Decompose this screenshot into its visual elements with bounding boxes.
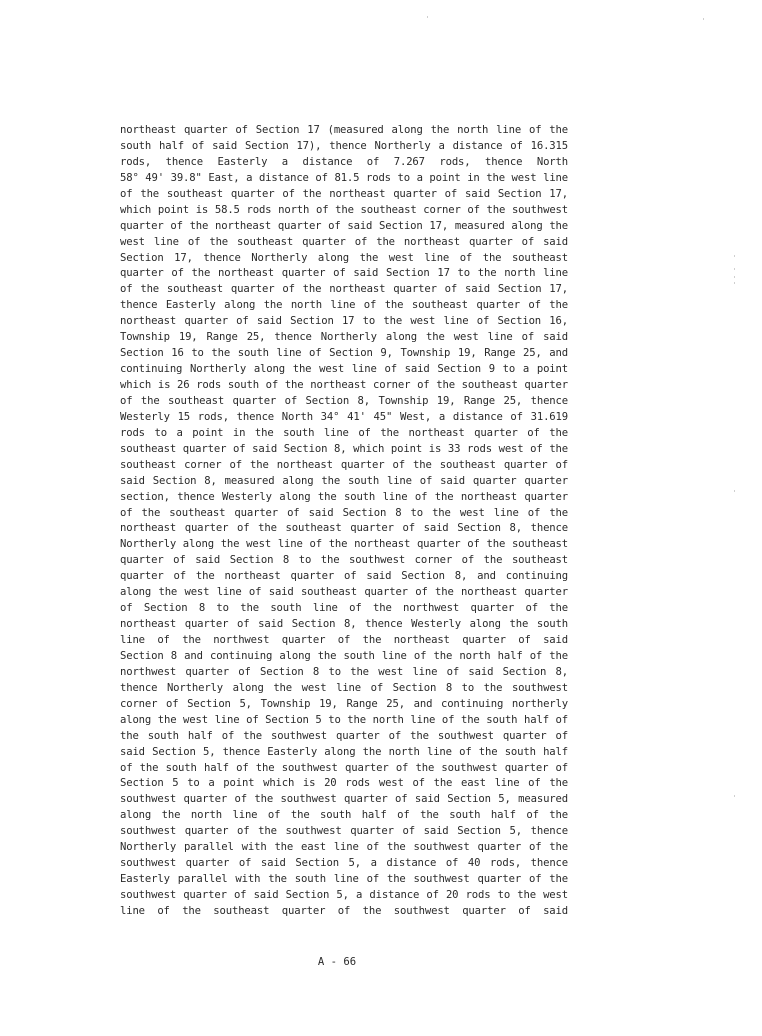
scan-artifact — [427, 16, 428, 18]
text-line: southeast quarter of said Section 8, which point is 33 rods west of the — [120, 442, 568, 455]
text-line: southwest quarter of said Section 5, a distance of 20 rods to the west — [120, 889, 568, 901]
scan-artifact — [703, 18, 704, 20]
text-line: which point is 58.5 rods north of the southeast corner of the southwest — [120, 203, 568, 216]
text-line: line of the southeast quarter of the southwest quarter of said — [120, 904, 568, 917]
page-number: A - 66 — [317, 956, 357, 968]
text-line: Northerly parallel with the east line of the southwest quarter of the — [120, 841, 568, 854]
text-line: of Section 8 to the south line of the northwest quarter of the — [120, 602, 568, 615]
text-line: line of the northwest quarter of the northeast quarter of said — [120, 634, 568, 646]
text-line: northeast quarter of the southeast quarter of said Section 8, thence — [120, 522, 568, 535]
text-line: southeast corner of the northeast quarter of the southeast quarter of — [120, 458, 568, 471]
text-line: south half of said Section 17), thence Northerly a distance of 16.315 — [120, 139, 568, 152]
text-line: Easterly parallel with the south line of the southwest quarter of the — [120, 873, 568, 886]
text-line: quarter of the northeast quarter of said Section 17, measured along the — [120, 219, 568, 232]
scan-artifact — [734, 255, 735, 257]
text-line: the south half of the southwest quarter of the southwest quarter of — [120, 729, 568, 742]
text-line: west line of the southeast quarter of the northeast quarter of said — [120, 235, 568, 248]
text-line: of the southeast quarter of said Section 8 to the west line of the — [120, 506, 568, 519]
text-line: Section 8 and continuing along the south line of the north half of the — [120, 649, 568, 662]
text-line: section, thence Westerly along the south line of the northeast quarter — [120, 490, 568, 503]
text-line: of the south half of the southwest quarter of the southwest quarter of — [120, 761, 568, 774]
text-line: quarter of the northeast quarter of said Section 8, and continuing — [120, 570, 568, 583]
text-line: northeast quarter of Section 17 (measured along the north line of the — [120, 124, 568, 136]
text-line: quarter of said Section 8 to the southwest corner of the southeast — [120, 554, 568, 567]
text-line: thence Northerly along the west line of Section 8 to the southwest — [120, 681, 568, 694]
text-line: which is 26 rods south of the northeast corner of the southeast quarter — [120, 379, 568, 391]
text-line: along the north line of the south half of the south half of the — [120, 809, 568, 822]
text-line: corner of Section 5, Township 19, Range 25, and continuing northerly — [120, 697, 568, 710]
text-line: northeast quarter of said Section 17 to the west line of Section 16, — [120, 315, 568, 328]
text-line: southwest quarter of the southwest quarter of said Section 5, measured — [120, 793, 568, 806]
text-line: southwest quarter of said Section 5, a distance of 40 rods, thence — [120, 857, 568, 870]
text-line: Section 17, thence Northerly along the west line of the southeast — [120, 251, 568, 264]
text-line: continuing Northerly along the west line of said Section 9 to a point — [120, 363, 568, 376]
text-line: quarter of the northeast quarter of said Section 17 to the north line — [120, 267, 568, 280]
text-line: said Section 8, measured along the south line of said quarter quarter — [120, 474, 568, 487]
text-line: thence Easterly along the north line of the southeast quarter of the — [120, 299, 568, 312]
text-line: Northerly along the west line of the northeast quarter of the southeast — [120, 538, 568, 551]
text-line: along the west line of said southeast quarter of the northeast quarter — [120, 586, 568, 599]
text-line: northeast quarter of said Section 8, thence Westerly along the south — [120, 618, 568, 631]
text-line: Township 19, Range 25, thence Northerly along the west line of said — [120, 331, 568, 344]
text-line: Section 5 to a point which is 20 rods west of the east line of the — [120, 777, 568, 790]
text-line: northwest quarter of Section 8 to the west line of said Section 8, — [120, 665, 568, 678]
text-line: rods, thence Easterly a distance of 7.267 rods, thence North — [120, 155, 568, 168]
legal-description-text — [120, 123, 568, 920]
text-line: rods to a point in the south line of the northeast quarter of the — [120, 426, 568, 439]
text-line: Westerly 15 rods, thence North 34° 41' 45" West, a distance of 31.619 — [120, 410, 568, 423]
scan-artifact — [734, 276, 735, 278]
scan-artifact — [734, 268, 735, 270]
scan-artifact — [734, 490, 735, 492]
text-line: of the southeast quarter of the northeast quarter of said Section 17, — [120, 283, 568, 296]
text-line: along the west line of Section 5 to the north line of the south half of — [120, 713, 568, 726]
scan-artifact — [734, 795, 735, 797]
text-line: 58° 49' 39.8" East, a distance of 81.5 rods to a point in the west line — [120, 171, 568, 184]
text-line: southwest quarter of the southwest quarter of said Section 5, thence — [120, 825, 568, 838]
text-line: of the southeast quarter of the northeast quarter of said Section 17, — [120, 187, 568, 200]
scan-artifact — [734, 282, 735, 284]
text-line: of the southeast quarter of Section 8, Township 19, Range 25, thence — [120, 394, 568, 407]
text-line: said Section 5, thence Easterly along the north line of the south half — [120, 745, 568, 758]
text-line: Section 16 to the south line of Section 9, Township 19, Range 25, and — [120, 347, 568, 360]
